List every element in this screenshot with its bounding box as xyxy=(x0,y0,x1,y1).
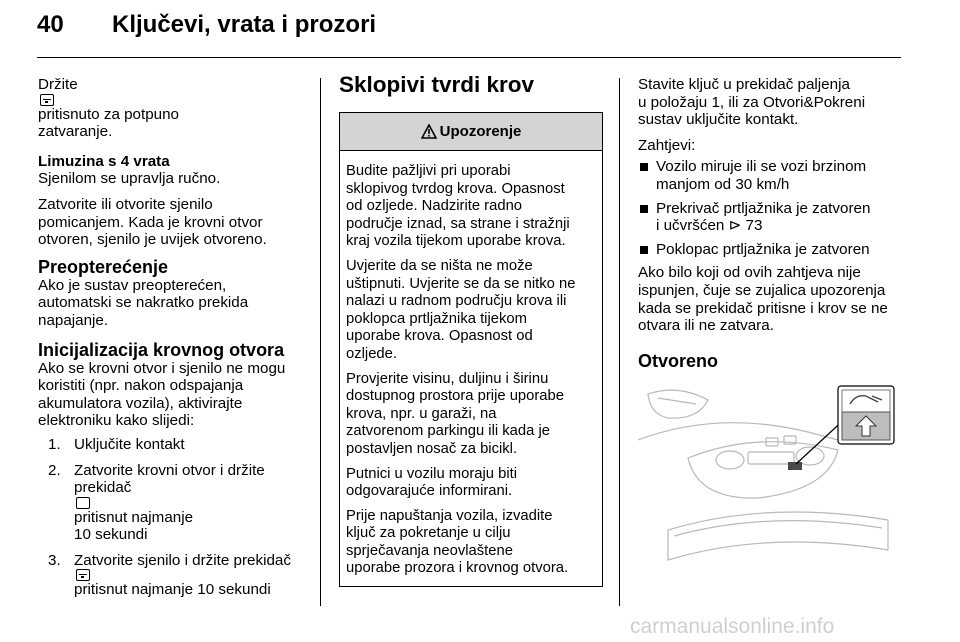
warning-header xyxy=(340,113,602,151)
overload-text: Ako je sustav preopterećen, automatski se nakratko prekida napajanje. xyxy=(38,276,249,329)
init-heading: Inicijalizacija krovnog otvora xyxy=(38,339,285,360)
limuzina-text: Sjenilom se upravlja ručno. xyxy=(38,170,221,188)
warning-paragraph: Uvjerite da se ništa ne može uštipnuti. Uvjerite se da se nitko ne nalazi u radnom području krova ili poklopca prtljažnika tijekom uporabe krova. Opasnost od ozljede. xyxy=(346,257,576,362)
requirements-label: Zahtjevi: xyxy=(638,136,696,154)
step-item: 1. Uključite kontakt xyxy=(48,435,185,453)
list-item: Vozilo miruje ili se vozi brzinom manjom od 30 km/h xyxy=(638,158,906,193)
step-item: 3. Zatvorite sjenilo i držite prekidač pritisnut najmanje 10 sekundi xyxy=(48,551,291,599)
roof-switch-icon xyxy=(76,497,90,509)
header-divider xyxy=(37,57,901,58)
right-column xyxy=(638,76,906,371)
warning-title: Upozorenje xyxy=(439,122,522,140)
warning-box xyxy=(339,112,603,587)
buzzer-paragraph: Ako bilo koji od ovih zahtjeva nije ispunjen, čuje se zujalica upozorenja kada se prekidač pritisne i krov se ne otvara ili ne zatvara. xyxy=(638,264,888,335)
requirements-list xyxy=(638,158,906,258)
init-text: Ako se krovni otvor i sjenilo ne mogu koristiti (npr. nakon odspajanja akumulatora vozila), aktivirajte elektroniku kako slijedi: xyxy=(38,359,286,430)
warning-paragraph: Budite pažljivi pri uporabi sklopivog tvrdog krova. Opasnost od ozljede. Nadzirite radno područje iznad, sa strane i stražnji kraj vozila tijekom uporabe krova. xyxy=(346,163,570,250)
page-title: Ključevi, vrata i prozori xyxy=(112,11,377,38)
list-item: Poklopac prtljažnika je zatvoren xyxy=(638,241,906,259)
sunshade-switch-icon xyxy=(76,569,90,581)
warning-paragraph: Provjerite visinu, duljinu i širinu dostupnog prostora prije uporabe krova, npr. u garaži, na zatvorenom parkingu ili kada je postavljen nosač za bicikl. xyxy=(346,370,564,457)
open-heading: Otvoreno xyxy=(638,350,719,371)
list-item: Prekrivač prtljažnika je zatvoren i učvršćen ⊳ 73 xyxy=(638,200,906,235)
left-column xyxy=(38,76,306,607)
init-steps xyxy=(38,436,306,599)
sunshade-switch-icon xyxy=(40,94,54,106)
warning-paragraph: Prije napuštanja vozila, izvadite ključ za pokretanje u cilju sprječavanja neovlaštene uporabe prozora i krovnog otvora. xyxy=(346,507,569,577)
warning-triangle-icon xyxy=(421,124,437,139)
limuzina-heading: Limuzina s 4 vrata xyxy=(38,152,170,170)
watermark: carmanualsonline.info xyxy=(630,615,835,638)
ignition-paragraph: Stavite ključ u prekidač paljenja u položaju 1, ili za Otvori&Pokreni sustav uključite kontakt. xyxy=(638,76,866,129)
step-item: 2. Zatvorite krovni otvor i držite prekidač pritisnut najmanje 10 sekundi xyxy=(48,461,265,544)
page-number: 40 xyxy=(37,11,64,38)
warning-body xyxy=(340,151,602,586)
intro-paragraph: Držite pritisnuto za potpuno zatvaranje. xyxy=(38,76,180,141)
section-heading: Sklopivi tvrdi krov xyxy=(339,72,535,97)
overload-heading: Preopterećenje xyxy=(38,256,169,277)
sunshade-paragraph: Zatvorite ili otvorite sjenilo pomicanjem. Kada je krovni otvor otvoren, sjenilo je uvijek otvoreno. xyxy=(38,195,267,249)
column-divider-left xyxy=(320,78,321,606)
roof-switch-illustration xyxy=(638,380,902,594)
warning-paragraph: Putnici u vozilu moraju biti odgovarajuće informirani. xyxy=(346,465,518,500)
column-divider-right xyxy=(619,78,620,606)
middle-column xyxy=(339,72,603,587)
